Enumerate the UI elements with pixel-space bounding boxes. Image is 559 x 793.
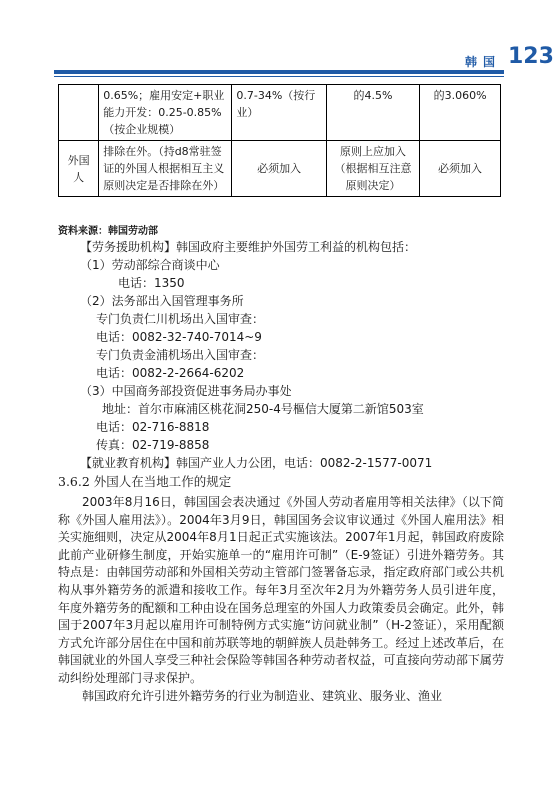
item2-b-phone: 电话：0082-2-2664-6202 [96, 366, 245, 380]
employment-agency: 【就业教育机构】韩国产业人力公团，电话：0082-2-1577-0071 [80, 456, 433, 470]
section-body [58, 494, 504, 705]
item1-title: （1）劳动部综合商谈中心 [80, 258, 220, 272]
item2-a-phone: 电话：0082-32-740-7014~9 [96, 330, 262, 344]
item2-title: （2）法务部出入国管理事务所 [80, 294, 244, 308]
header-bar-thin [54, 76, 504, 77]
table-source: 资料来源：韩国劳动部 [58, 226, 158, 237]
table-cell: 排除在外。（持d8常驻签证的外国人根据相互主义原则决定是否排除在外） [99, 141, 232, 197]
table-cell: 必须加入 [420, 141, 501, 197]
table-row [59, 85, 501, 141]
item2-b: 专门负责金浦机场出入国审查： [96, 348, 265, 362]
item3-fax: 传真：02-719-8858 [96, 438, 210, 452]
header-country: 韩国 [465, 55, 502, 69]
header-bar [54, 70, 504, 74]
item3-address: 地址：首尔市麻浦区桃花洞250-4号樞信大厦第二新馆503室 [102, 402, 424, 416]
table-row [59, 141, 501, 197]
table-cell: 必须加入 [232, 141, 327, 197]
section-title: 3.6.2 外国人在当地工作的规定 [58, 474, 232, 489]
table-cell: 的4.5% [326, 85, 419, 141]
paragraph: 韩国政府允许引进外籍劳务的行业为制造业、建筑业、服务业、渔业 [82, 688, 443, 703]
table-cell: 0.7-34%（按行业） [232, 85, 327, 141]
item3-title: （3）中国商务部投资促进事务局办事处 [80, 384, 292, 398]
item3-phone: 电话：02-716-8818 [96, 420, 210, 434]
table-cell: 原则上应加入（根据相互注意原则决定） [326, 141, 419, 197]
item2-a: 专门负责仁川机场出入国审查： [96, 312, 265, 326]
item1-phone: 电话：1350 [118, 276, 185, 290]
table-cell: 的3.060% [420, 85, 501, 141]
table-cell: 外国人 [59, 141, 99, 197]
table-cell [59, 85, 99, 141]
labor-aid-heading: 【劳务援助机构】韩国政府主要维护外国劳工利益的机构包括： [80, 240, 417, 254]
insurance-comparison-table [58, 84, 501, 197]
paragraph: 2003年8月16日，韩国国会表决通过《外国人劳动者雇用等相关法律》（以下简称《外国人雇用法》）。2004年3月9日，韩国国务会议审议通过《外国人雇用法》相关实施细则，决定从2004年8月1日起正式实施该法。2007年1月起，韩国政府废除此前产业研修生制度，开始实施单一的“雇用许可制”（E-9签证）引进外籍劳务。其特点是：由韩国劳动部和外国相关劳动主管部门签署备忘录，指定政府部门或公共机构从事外籍劳务的派遣和接收工作。每年3月至次年2月为外籍劳务人员引进年度，年度外籍劳务的配额和工种由设在国务总理室的外国人力政策委员会确定。此外，韩国于2007年3月起以雇用许可制特例方式实施“访问就业制”（H-2签证），采用配额方式允许部分居住在中国和前苏联等地的朝鲜族人员赴韩务工。经过上述改革后，在韩国就业的外国人享受三种社会保险等韩国各种劳动者权益，可直接向劳动部下属劳动纠纷处理部门寻求保护。 [58, 495, 504, 685]
table-cell: 0.65%；雇用安定+职业能力开发：0.25-0.85%（按企业规模） [99, 85, 232, 141]
page-number: 123 [508, 44, 554, 69]
